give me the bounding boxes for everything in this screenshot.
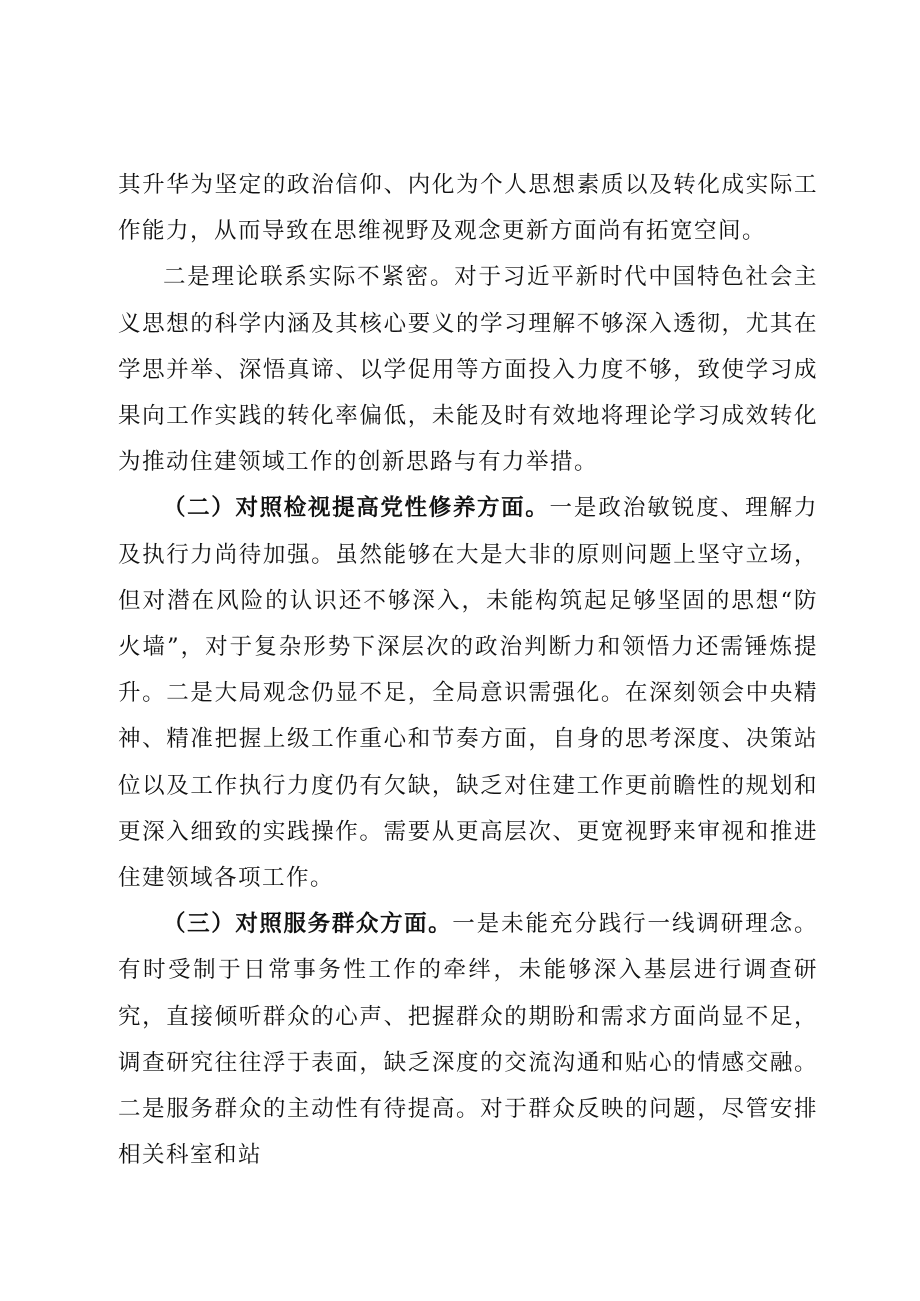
paragraph-3: [118, 485, 818, 901]
document-page: [118, 162, 818, 1178]
paragraph-4-text: 一是未能充分践行一线调研理念。有时受制于日常事务性工作的牵绊，未能够深入基层进行调查研究，直接倾听群众的心声、把握群众的期盼和需求方面尚显不足，调查研究往往浮于表面，缺乏深度的交流沟通和贴心的情感交融。二是服务群众的主动性有待提高。对于群众反映的问题，尽管安排相关科室和站: [118, 911, 818, 1169]
paragraph-3-text: 一是政治敏锐度、理解力及执行力尚待加强。虽然能够在大是大非的原则问题上坚守立场，但对潜在风险的认识还不够深入，未能构筑起足够坚固的思想“防火墙”，对于复杂形势下深层次的政治判断力和领悟力还需锤炼提升。二是大局观念仍显不足，全局意识需强化。在深刻领会中央精神、精准把握上级工作重心和节奏方面，自身的思考深度、决策站位以及工作执行力度仍有欠缺，缺乏对住建工作更前瞻性的规划和更深入细致的实践操作。需要从更高层次、更宽视野来审视和推进住建领域各项工作。: [118, 495, 818, 892]
paragraph-2: [118, 254, 818, 485]
paragraph-1-text: 其升华为坚定的政治信仰、内化为个人思想素质以及转化成实际工作能力，从而导致在思维视野及观念更新方面尚有拓宽空间。: [118, 172, 818, 245]
section-heading-3: （三）对照服务群众方面。: [163, 911, 453, 938]
paragraph-1: [118, 162, 818, 254]
paragraph-4: [118, 901, 818, 1178]
paragraph-2-text: 二是理论联系实际不紧密。对于习近平新时代中国特色社会主义思想的科学内涵及其核心要义的学习理解不够深入透彻，尤其在学思并举、深悟真谛、以学促用等方面投入力度不够，致使学习成果向工作实践的转化率偏低，未能及时有效地将理论学习成效转化为推动住建领域工作的创新思路与有力举措。: [118, 264, 818, 476]
section-heading-2: （二）对照检视提高党性修养方面。: [163, 495, 550, 522]
